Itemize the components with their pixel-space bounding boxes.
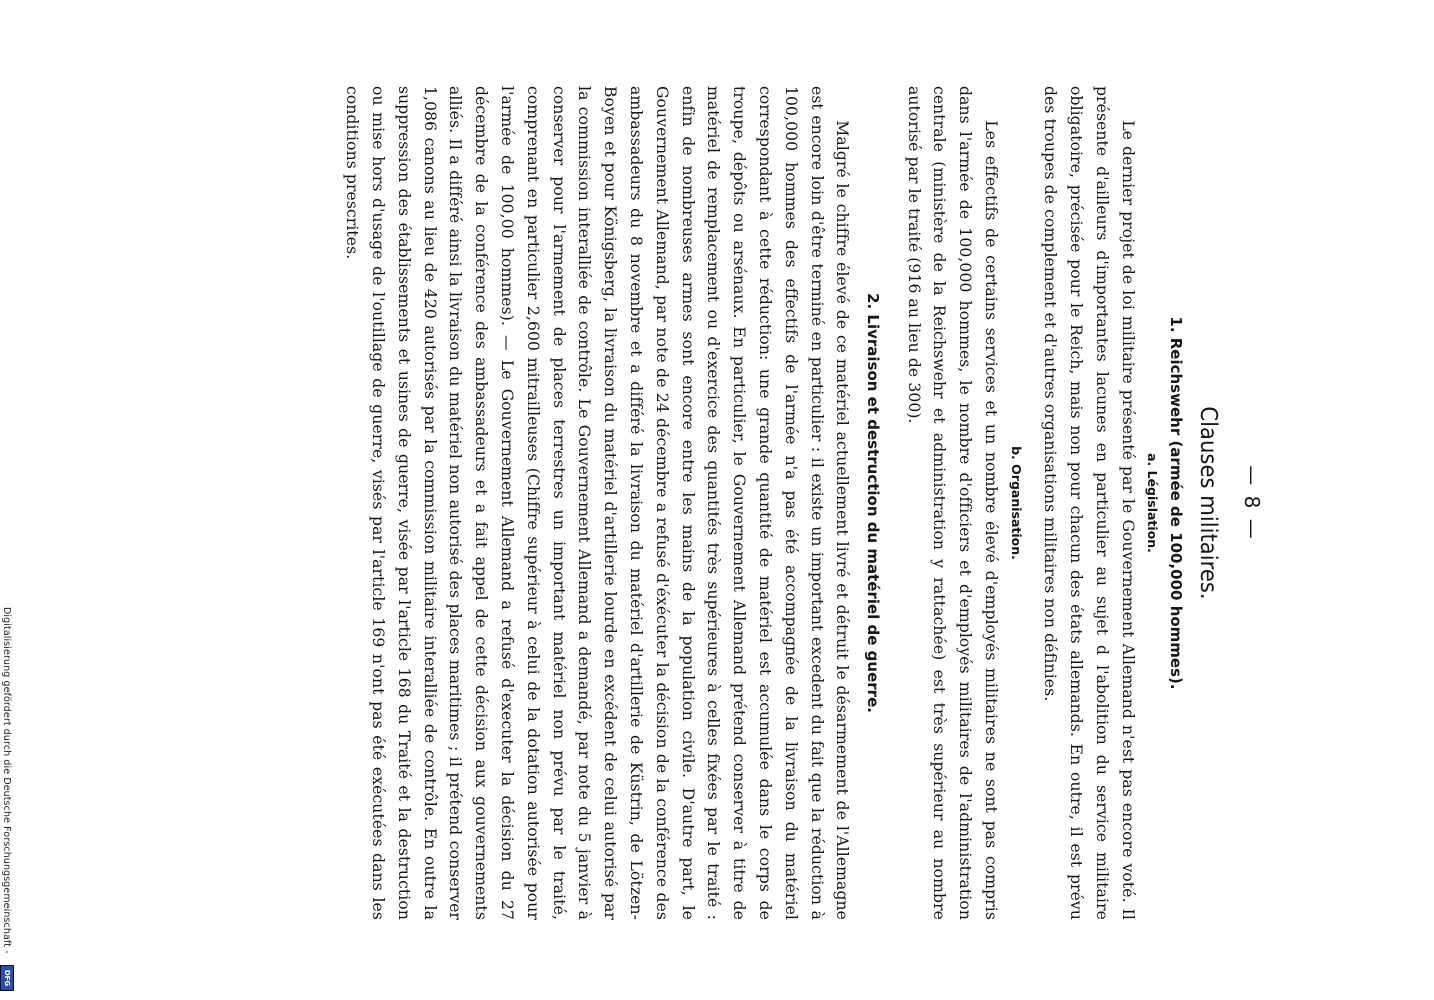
- section-2-heading: 2. Livraison et destruction du matériel de guerre.: [863, 293, 882, 713]
- dfg-logo: [0, 965, 14, 991]
- subsection-a-paragraph: Le dernier projet de loi militaire présenté par le Gouvernement Allemand n'est pas encore voté. Il présente d'ailleurs d'importantes lacunes en particulier au sujet d l'abolition du service militaire obligatoire, précisée pour le Reich, mais non pour chacun des états allemands. En outre, il est prévu des troupes de complement et d'autres organisations militaires non définies.: [1041, 86, 1137, 920]
- dfg-logo-text: DFG: [3, 969, 11, 987]
- funding-note-text: Digitalisierung gefördert durch die Deutsche Forschungsgemeinschaft -: [1, 607, 12, 954]
- subsection-b-heading: b. Organisation.: [1008, 446, 1024, 560]
- page-title: Clauses militaires.: [1195, 406, 1221, 600]
- margin-funding-note: [0, 0, 14, 1000]
- section-2-paragraph: Malgré le chiffre élevé de ce matériel actuellement livré et détruit le désarmement de l'Allemagne est encore loin d'être terminé en particulier : il existe un important excedent du fait que la réduction à 100,000 hommes des effectifs de l'armée n'a pas été accompagnée de la livraison du matériel correspondant à cette réduction: une grande quantité de matériel est accumulée dans le corps de troupe, dépôts ou arsénaux. En particulier, le Gouvernement Allemand prétend conserver à titre de matériel de remplacement ou d'exercice des quantités très supérieures à celles fixées par le traité : enfin de nombreuses armes sont encore entre les mains de la population civile. D'autre part, le Gouvernement Allemand, par note de 24 décembre a refusé d'éxécuter la décision de la conférence des ambassadeurs du 8 novembre et a différé la livraison du matériel d'artillerie de Küstrin, de Lötzen-Boyen et pour Königsberg, la livraison du matériel d'artillerie lourde en excédent de celui autorisé par la commission interalliée de contrôle. Le Gouvernement Allemand a demandé, par note du 5 janvier à conserver pour l'armement de places terrestres un important matériel non prévu par le traité, comprenant en particulier 2,600 mitrailleuses (Chiffre supérieur à celui de la dotation autorisée pour l'armée de 100,00 hommes). — Le Gouvernement Allemand a refusé d'executer la décision du 27 décembre de la conférence des ambassadeurs et a fait appel de cette décision aux gouvernements alliés. Il a différé ainsi la livraison du matériel non autorisé des places maritimes ; il prétend conserver 1,086 canons au lieu de 420 autorisés par la commission militaire interalliée de contrôle. En outre la suppression des établissements et usines de guerre, visée par l'article 168 du Traité et la destruction ou mise hors d'usage de l'outillage de guerre, visés par l'article 169 n'ont pas été exécutées dans les conditions prescrites.: [343, 86, 852, 920]
- rotated-document-page: [162, 50, 1272, 950]
- subsection-b-paragraph: Les effectifs de certains services et un nombre élevé d'employés militaires ne sont pas compris dans l'armée de 100,000 hommes, le nombre d'officiers et d'employés militaires de l'administration centrale (ministère de la Reichswehr et administration y rattachée) est très supérieur au nombre autorisé par le traité (916 au lieu de 300).: [904, 86, 1001, 920]
- section-1-heading: 1. Reichswehr (armée de 100,000 hommes).: [1166, 316, 1185, 690]
- subsection-a-heading: a. Législation.: [1145, 453, 1161, 553]
- page-number: — 8 —: [1240, 465, 1264, 541]
